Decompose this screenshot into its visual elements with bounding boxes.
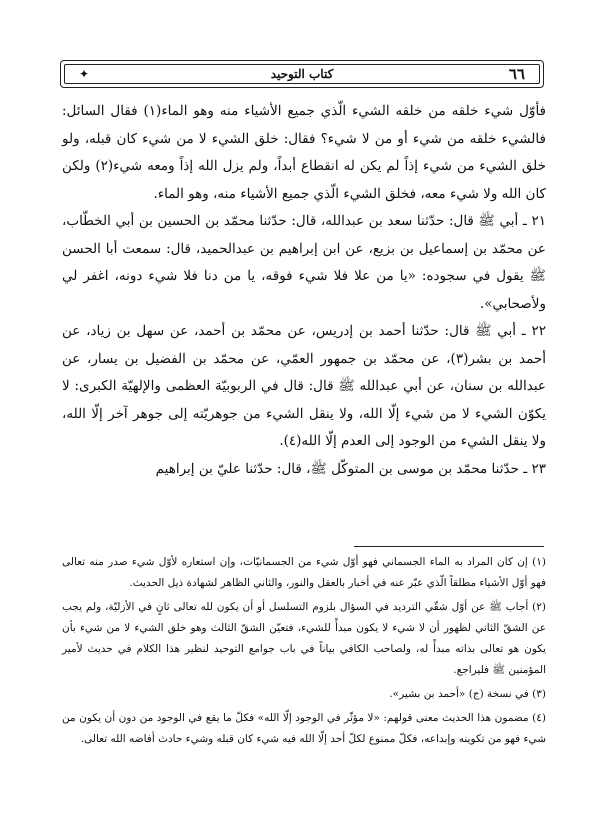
paragraph-hadith-21: ٢١ ـ أبي ﷺ قال: حدّثنا سعد بن عبدالله، قال: حدّثنا محمّد بن الحسين بن أبي الخطّاب، عن محمّد بن إسماعيل بن بزيع، عن ابن إبراهيم بن عبدالحميد، قال: سمعت أبا الحسن ﷺ يقول في سجوده: «يا من علا فلا شيء فوقه، يا من دنا فلا شيء دونه، اغفر لي ولأصحابي». — [62, 213, 546, 312]
header-frame — [64, 64, 540, 84]
paragraph-1: فأوّل شيء خلقه من خلقه الشيء الّذي جميع الأشياء منه وهو الماء(١) فقال السائل: فالشيء خلقه من شيء أو من لا شيء؟ فقال: خلق الشيء لا من شيء كان قبله، ولو خلق الشيء من شيء إذاً لم يكن له انقطاع أبداً، ولم يزل الله إذاً ومعه شيء(٢) ولكن كان الله ولا شيء معه، فخلق الشيء الّذي جميع الأشياء منه، وهو الماء. — [62, 103, 547, 202]
main-text — [62, 98, 546, 483]
ornament-icon: ✦ — [79, 67, 90, 81]
paragraph-hadith-22: ٢٢ ـ أبي ﷺ قال: حدّثنا أحمد بن إدريس، عن محمّد بن أحمد، عن سهل بن زياد، عن أحمد بن بشر(٣)، عن محمّد بن جمهور العمّي، عن محمّد بن الفضيل بن يسار، عن عبدالله بن سنان، عن أبي عبدالله ﷺ قال: قال في الربوبيّة العظمى والإلهيّة الكبرى: لا يكوّن الشيء لا من شيء إلّا الله، ولا ينقل الشيء من جوهريّته إلى جوهر آخر إلّا الله، ولا ينقل الشيء من الوجود إلى العدم إلّا الله(٤). — [62, 323, 546, 449]
footnotes — [62, 552, 546, 753]
footnote-4: (٤) مضمون هذا الحديث معنى قولهم: «لا مؤثّر في الوجود إلّا الله» فكلّ ما يقع في الوجود من دون أن يكون من شيء فهو من تكوينه وإبداعه، فكلّ ممنوع لكلّ أحد إلّا الله فيه شيء كان قبله وشيء حادث أفاضه الله تعالى. — [62, 712, 546, 745]
header-title: كتاب التوحيد — [270, 67, 334, 81]
footnote-divider — [354, 546, 544, 547]
page-number: ٦٦ — [508, 65, 525, 83]
footnote-3: (٣) في نسخة (ج) «أحمد بن بشير». — [389, 688, 546, 700]
footnote-1: (١) إن كان المراد به الماء الجسماني فهو أوّل شيء من الجسمانيّات، وإن استعاره لأوّل شيء صدر منه تعالى فهو أوّل الأشياء مطلقاً الّذي عبّر عنه في أخبار بالعقل والنور، والثاني الظاهر لشهادة ذيل الحديث. — [62, 556, 546, 589]
paragraph-hadith-23: ٢٣ ـ حدّثنا محمّد بن موسى بن المتوكّل ﷺ، قال: حدّثنا عليّ بن إبراهيم — [155, 460, 546, 477]
footnote-2: (٢) أجاب ﷺ عن أوّل شقّي الترديد في السؤال بلزوم التسلسل أو أن يكون لله تعالى ثانٍ في الأزليّة، ولم يجب عن الشقّ الثاني لظهور أن لا شيء لا يكون مبدأً للشيء، فتعيّن الشقّ الثالث وهو خلق الشيء لا من شيء بأن يكون هو تعالى بذاته مبدأً له، ولصاحب الكافي بياناً في باب جوامع التوحيد لنظير هذا الكلام في حديث لأمير المؤمنين ﷺ فليراجع. — [62, 601, 546, 676]
running-header — [60, 60, 544, 88]
